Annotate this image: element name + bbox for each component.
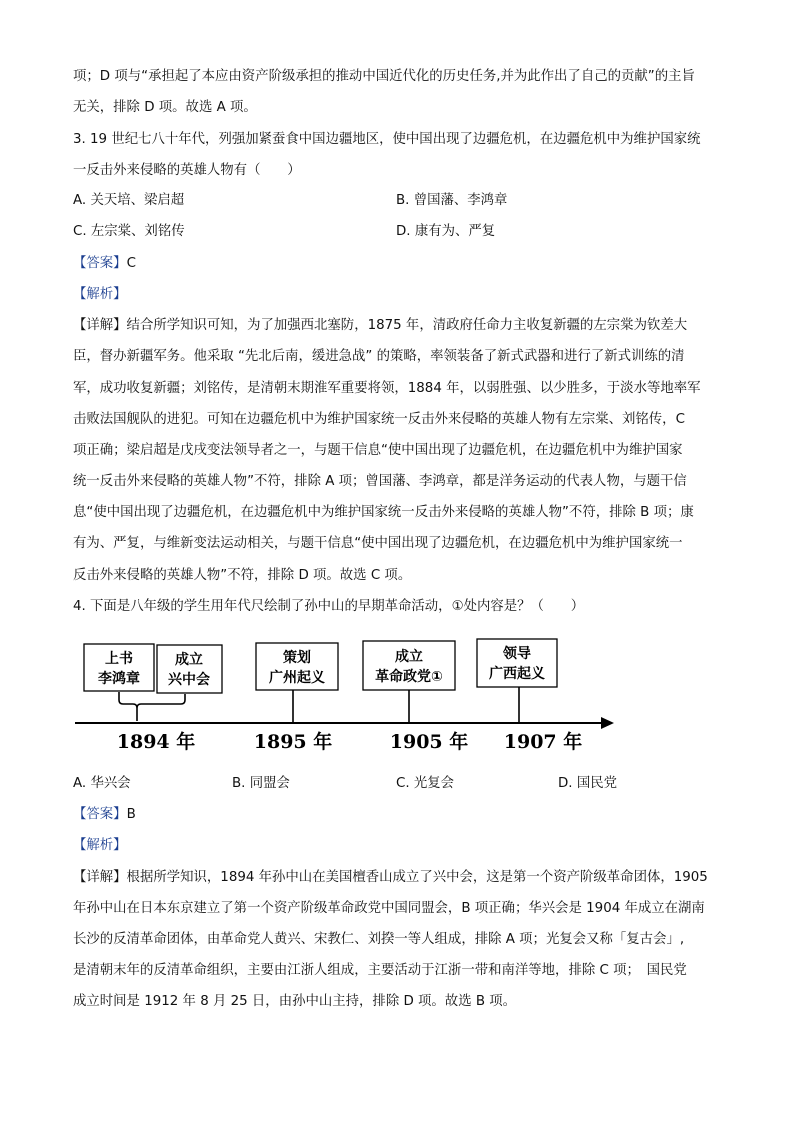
q3-option-c: C. 左宗棠、刘铭传: [73, 224, 185, 239]
timeline-year-1895: 1895 年: [253, 731, 333, 753]
timeline-svg: [73, 632, 633, 762]
q3-option-b: B. 曾国藩、李鸿章: [396, 193, 508, 208]
q3-analysis-label: 【解析】: [73, 287, 127, 302]
timeline-box-3-line-2: 广州起义: [269, 670, 325, 686]
q3-detail-line: 臣，督办新疆军务。他采取 “先北后南，缓进急战” 的策略，率领装备了新式武器和进行了新式训练的清: [73, 349, 685, 364]
timeline-box-3-line-1: 策划: [283, 650, 311, 666]
timeline-box-5-line-2: 广西起义: [489, 666, 545, 682]
q4-detail-line: 是清朝末年的反清革命组织，主要由江浙人组成，主要活动于江浙一带和南洋等地，排除 C 项； 国民党: [73, 963, 687, 978]
q3-detail-line: 军，成功收复新疆；刘铭传，是清朝末期淮军重要将领，1884 年，以弱胜强、以少胜多，于淡水等地率军: [73, 381, 701, 396]
q3-answer-value: C: [126, 256, 136, 271]
q3-detail-line: 反击外来侵略的英雄人物”不符，排除 D 项。故选 C 项。: [73, 568, 412, 583]
q4-detail-line: 长沙的反清革命团体，由革命党人黄兴、宋教仁、刘揆一等人组成，排除 A 项；光复会又称「复古会」,: [73, 932, 685, 947]
q4-detail-line: 成立时间是 1912 年 8 月 25 日，由孙中山主持，排除 D 项。故选 B 项。: [73, 994, 517, 1009]
q3-detail-line: 项正确；梁启超是戊戌变法领导者之一，与题干信息“使中国出现了边疆危机，在边疆危机中为维护国家: [73, 443, 683, 458]
q4-option-a: A. 华兴会: [73, 776, 131, 791]
timeline-brace: [119, 692, 185, 721]
q4-answer: [73, 805, 723, 825]
q3-detail-line: 息“使中国出现了边疆危机，在边疆危机中为维护国家统一反击外来侵略的英雄人物”不符，排除 B 项；康: [73, 505, 694, 520]
q3-option-a: A. 关天培、梁启超: [73, 193, 185, 208]
timeline-box-2-line-2: 兴中会: [168, 672, 210, 688]
q3-answer: [73, 254, 723, 274]
q4-stem: 4. 下面是八年级的学生用年代尺绘制了孙中山的早期革命活动，①处内容是？（ ）: [73, 599, 585, 614]
q4-answer-label: 【答案】: [73, 807, 127, 822]
timeline-box-4-line-2: 革命政党①: [375, 669, 443, 685]
timeline-box-5-line-1: 领导: [503, 646, 531, 662]
q3-stem-line-2: 一反击外来侵略的英雄人物有（ ）: [73, 163, 301, 178]
timeline-year-1905: 1905 年: [389, 731, 469, 753]
timeline-year-1907: 1907 年: [503, 731, 583, 753]
q3-detail-line: 统一反击外来侵略的英雄人物”不符，排除 A 项；曾国藩、李鸿章，都是洋务运动的代表人物，与题干信: [73, 474, 687, 489]
q4-detail-line: 【详解】根据所学知识，1894 年孙中山在美国檀香山成立了兴中会，这是第一个资产阶级革命团体，1905: [73, 870, 708, 885]
q3-option-d: D. 康有为、严复: [396, 224, 496, 239]
timeline-box-1-line-2: 李鸿章: [98, 671, 140, 687]
intro-line-1: 项；D 项与“承担起了本应由资产阶级承担的推动中国近代化的历史任务,并为此作出了自己的贡献”的主旨: [73, 69, 695, 84]
timeline-box-1-line-1: 上书: [105, 651, 133, 667]
q4-detail-line: 年孙中山在日本东京建立了第一个资产阶级革命政党中国同盟会，B 项正确；华兴会是 1904 年成立在湖南: [73, 901, 705, 916]
timeline-arrow-icon: [601, 717, 614, 729]
q4-analysis-label: 【解析】: [73, 838, 127, 853]
q3-detail-line: 有为、严复，与维新变法运动相关，与题干信息“使中国出现了边疆危机，在边疆危机中为维护国家统一: [73, 536, 683, 551]
timeline-year-1894: 1894 年: [116, 731, 196, 753]
q3-detail-line: 击败法国舰队的进犯。可知在边疆危机中为维护国家统一反击外来侵略的英雄人物有左宗棠、刘铭传，C: [73, 412, 685, 427]
q3-detail-line: 【详解】结合所学知识可知，为了加强西北塞防，1875 年，清政府任命力主收复新疆的左宗棠为钦差大: [73, 318, 688, 333]
q3-answer-label: 【答案】: [73, 256, 127, 271]
q3-stem-line-1: 3. 19 世纪七八十年代，列强加紧蚕食中国边疆地区，使中国出现了边疆危机，在边疆危机中为维护国家统: [73, 132, 701, 147]
q4-answer-value: B: [126, 807, 136, 822]
timeline-figure: [73, 632, 633, 762]
intro-line-2: 无关，排除 D 项。故选 A 项。: [73, 100, 257, 115]
timeline-box-2-line-1: 成立: [175, 652, 203, 668]
timeline-box-4-line-1: 成立: [395, 649, 423, 665]
q4-option-d: D. 国民党: [558, 776, 617, 791]
q4-option-c: C. 光复会: [396, 776, 455, 791]
q4-option-b: B. 同盟会: [232, 776, 290, 791]
